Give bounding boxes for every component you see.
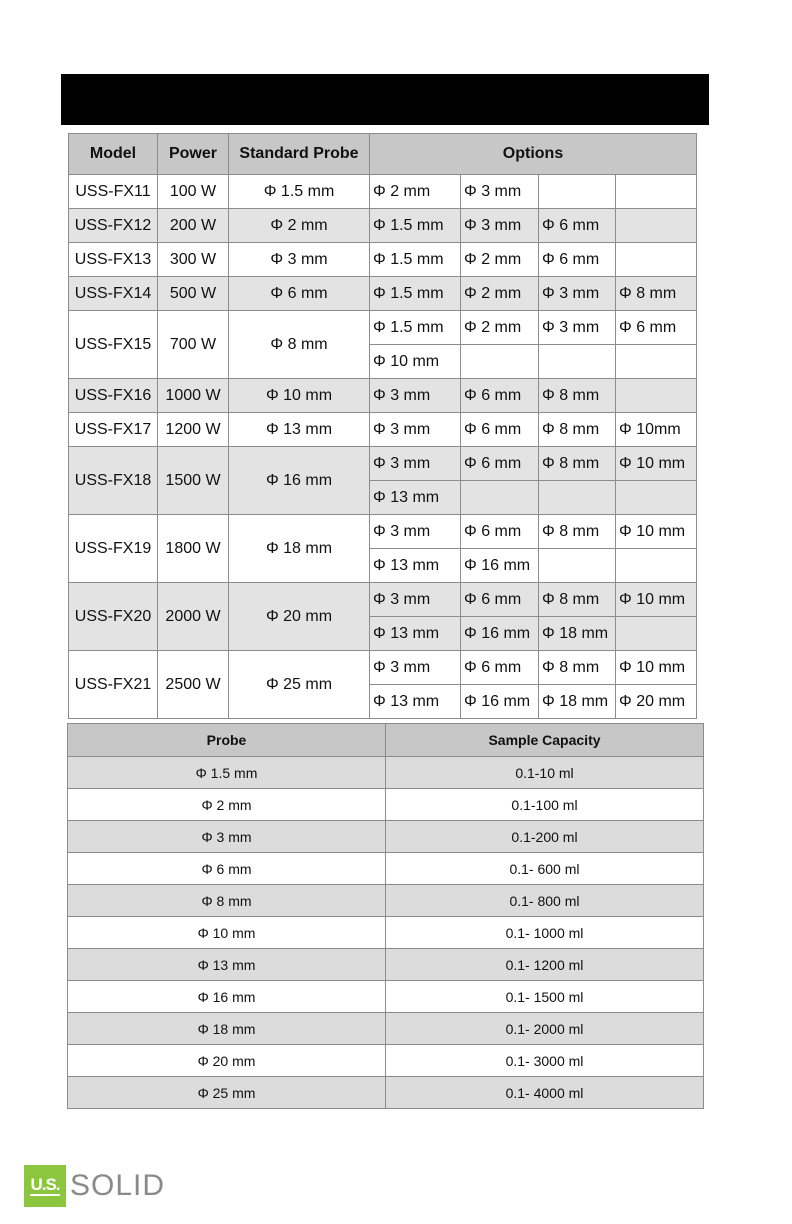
standard-probe-cell: Φ 1.5 mm — [229, 175, 370, 209]
model-cell: USS-FX13 — [69, 243, 158, 277]
option-cell: Φ 3 mm — [539, 311, 616, 345]
header-power: Power — [158, 134, 229, 175]
option-cell: Φ 2 mm — [461, 243, 539, 277]
model-cell: USS-FX11 — [69, 175, 158, 209]
probe-cell: Φ 2 mm — [68, 789, 386, 821]
option-cell: Φ 8 mm — [539, 651, 616, 685]
option-cell: Φ 10 mm — [616, 651, 697, 685]
header-standard-probe: Standard Probe — [229, 134, 370, 175]
capacity-cell: 0.1- 600 ml — [386, 853, 704, 885]
table-row — [69, 651, 697, 685]
model-cell: USS-FX20 — [69, 583, 158, 651]
capacity-cell: 0.1-10 ml — [386, 757, 704, 789]
probe-cell: Φ 20 mm — [68, 1045, 386, 1077]
power-cell: 2000 W — [158, 583, 229, 651]
logo-badge-text: U.S. — [30, 1175, 60, 1194]
option-cell: Φ 8 mm — [539, 447, 616, 481]
probe-cell: Φ 10 mm — [68, 917, 386, 949]
option-cell: Φ 6 mm — [461, 651, 539, 685]
option-cell: Φ 1.5 mm — [370, 277, 461, 311]
option-cell: Φ 6 mm — [539, 209, 616, 243]
option-cell: Φ 8 mm — [539, 515, 616, 549]
capacity-cell: 0.1-100 ml — [386, 789, 704, 821]
option-cell: Φ 8 mm — [539, 379, 616, 413]
option-cell — [616, 481, 697, 515]
option-cell: Φ 16 mm — [461, 549, 539, 583]
standard-probe-cell: Φ 3 mm — [229, 243, 370, 277]
option-cell: Φ 6 mm — [539, 243, 616, 277]
table-row — [69, 277, 697, 311]
header-model: Model — [69, 134, 158, 175]
table-row — [68, 757, 704, 789]
capacity-cell: 0.1- 800 ml — [386, 885, 704, 917]
table-row — [69, 311, 697, 345]
option-cell: Φ 13 mm — [370, 481, 461, 515]
option-cell: Φ 1.5 mm — [370, 243, 461, 277]
option-cell: Φ 20 mm — [616, 685, 697, 719]
option-cell — [539, 175, 616, 209]
us-solid-logo — [24, 1164, 165, 1208]
capacity-cell: 0.1- 3000 ml — [386, 1045, 704, 1077]
option-cell: Φ 8 mm — [539, 583, 616, 617]
title-bar — [61, 74, 709, 125]
table-row — [69, 413, 697, 447]
option-cell: Φ 3 mm — [370, 413, 461, 447]
logo-text: SOLID — [70, 1169, 166, 1202]
standard-probe-cell: Φ 2 mm — [229, 209, 370, 243]
model-cell: USS-FX14 — [69, 277, 158, 311]
capacity-cell: 0.1- 4000 ml — [386, 1077, 704, 1109]
option-cell — [616, 175, 697, 209]
option-cell — [616, 243, 697, 277]
probe-cell: Φ 1.5 mm — [68, 757, 386, 789]
model-cell: USS-FX21 — [69, 651, 158, 719]
power-cell: 700 W — [158, 311, 229, 379]
table-row — [69, 583, 697, 617]
table-row — [69, 175, 697, 209]
standard-probe-cell: Φ 8 mm — [229, 311, 370, 379]
standard-probe-cell: Φ 18 mm — [229, 515, 370, 583]
probe-cell: Φ 25 mm — [68, 1077, 386, 1109]
probe-cell: Φ 18 mm — [68, 1013, 386, 1045]
option-cell: Φ 3 mm — [539, 277, 616, 311]
probe-cell: Φ 6 mm — [68, 853, 386, 885]
logo-badge — [24, 1165, 66, 1207]
option-cell: Φ 3 mm — [461, 209, 539, 243]
model-cell: USS-FX18 — [69, 447, 158, 515]
option-cell: Φ 6 mm — [461, 447, 539, 481]
table-row — [68, 789, 704, 821]
capacity-table — [67, 723, 704, 1109]
model-cell: USS-FX12 — [69, 209, 158, 243]
option-cell — [461, 481, 539, 515]
power-cell: 1000 W — [158, 379, 229, 413]
table-row — [69, 243, 697, 277]
capacity-cell: 0.1- 1000 ml — [386, 917, 704, 949]
option-cell: Φ 6 mm — [461, 515, 539, 549]
table-row — [69, 447, 697, 481]
power-cell: 500 W — [158, 277, 229, 311]
table-row — [68, 1077, 704, 1109]
option-cell: Φ 1.5 mm — [370, 311, 461, 345]
table-row — [68, 821, 704, 853]
option-cell: Φ 10 mm — [616, 515, 697, 549]
table-row — [68, 1013, 704, 1045]
option-cell: Φ 18 mm — [539, 685, 616, 719]
probe-cell: Φ 8 mm — [68, 885, 386, 917]
model-cell: USS-FX16 — [69, 379, 158, 413]
table-row — [68, 981, 704, 1013]
standard-probe-cell: Φ 16 mm — [229, 447, 370, 515]
option-cell: Φ 2 mm — [461, 277, 539, 311]
option-cell — [461, 345, 539, 379]
option-cell: Φ 6 mm — [461, 583, 539, 617]
table-row — [69, 379, 697, 413]
table-row — [68, 917, 704, 949]
option-cell: Φ 1.5 mm — [370, 209, 461, 243]
power-cell: 1200 W — [158, 413, 229, 447]
standard-probe-cell: Φ 6 mm — [229, 277, 370, 311]
option-cell: Φ 2 mm — [370, 175, 461, 209]
header-options: Options — [370, 134, 697, 175]
option-cell: Φ 10 mm — [616, 583, 697, 617]
model-cell: USS-FX19 — [69, 515, 158, 583]
header-probe: Probe — [68, 724, 386, 757]
capacity-cell: 0.1- 2000 ml — [386, 1013, 704, 1045]
option-cell: Φ 16 mm — [461, 685, 539, 719]
capacity-cell: 0.1- 1200 ml — [386, 949, 704, 981]
option-cell — [616, 549, 697, 583]
model-cell: USS-FX15 — [69, 311, 158, 379]
option-cell: Φ 10 mm — [616, 447, 697, 481]
option-cell: Φ 2 mm — [461, 311, 539, 345]
option-cell: Φ 18 mm — [539, 617, 616, 651]
option-cell: Φ 3 mm — [370, 379, 461, 413]
power-cell: 100 W — [158, 175, 229, 209]
table-row — [68, 853, 704, 885]
table-row — [68, 885, 704, 917]
probe-cell: Φ 16 mm — [68, 981, 386, 1013]
model-table — [68, 133, 697, 719]
power-cell: 1500 W — [158, 447, 229, 515]
option-cell: Φ 3 mm — [370, 515, 461, 549]
power-cell: 2500 W — [158, 651, 229, 719]
option-cell: Φ 10mm — [616, 413, 697, 447]
option-cell: Φ 10 mm — [370, 345, 461, 379]
option-cell — [616, 345, 697, 379]
option-cell: Φ 13 mm — [370, 549, 461, 583]
option-cell: Φ 6 mm — [616, 311, 697, 345]
option-cell: Φ 16 mm — [461, 617, 539, 651]
option-cell: Φ 3 mm — [461, 175, 539, 209]
standard-probe-cell: Φ 10 mm — [229, 379, 370, 413]
option-cell: Φ 3 mm — [370, 583, 461, 617]
standard-probe-cell: Φ 25 mm — [229, 651, 370, 719]
table-row — [69, 515, 697, 549]
option-cell — [539, 481, 616, 515]
option-cell: Φ 8 mm — [539, 413, 616, 447]
option-cell — [539, 549, 616, 583]
option-cell: Φ 6 mm — [461, 379, 539, 413]
option-cell — [616, 379, 697, 413]
option-cell: Φ 6 mm — [461, 413, 539, 447]
capacity-cell: 0.1- 1500 ml — [386, 981, 704, 1013]
standard-probe-cell: Φ 13 mm — [229, 413, 370, 447]
header-sample-capacity: Sample Capacity — [386, 724, 704, 757]
power-cell: 1800 W — [158, 515, 229, 583]
standard-probe-cell: Φ 20 mm — [229, 583, 370, 651]
option-cell: Φ 3 mm — [370, 447, 461, 481]
power-cell: 300 W — [158, 243, 229, 277]
option-cell — [616, 617, 697, 651]
option-cell: Φ 8 mm — [616, 277, 697, 311]
option-cell: Φ 13 mm — [370, 617, 461, 651]
probe-cell: Φ 13 mm — [68, 949, 386, 981]
option-cell — [616, 209, 697, 243]
power-cell: 200 W — [158, 209, 229, 243]
capacity-cell: 0.1-200 ml — [386, 821, 704, 853]
probe-cell: Φ 3 mm — [68, 821, 386, 853]
option-cell: Φ 13 mm — [370, 685, 461, 719]
option-cell: Φ 3 mm — [370, 651, 461, 685]
model-cell: USS-FX17 — [69, 413, 158, 447]
table-row — [68, 1045, 704, 1077]
table-row — [68, 949, 704, 981]
option-cell — [539, 345, 616, 379]
table-row — [69, 209, 697, 243]
